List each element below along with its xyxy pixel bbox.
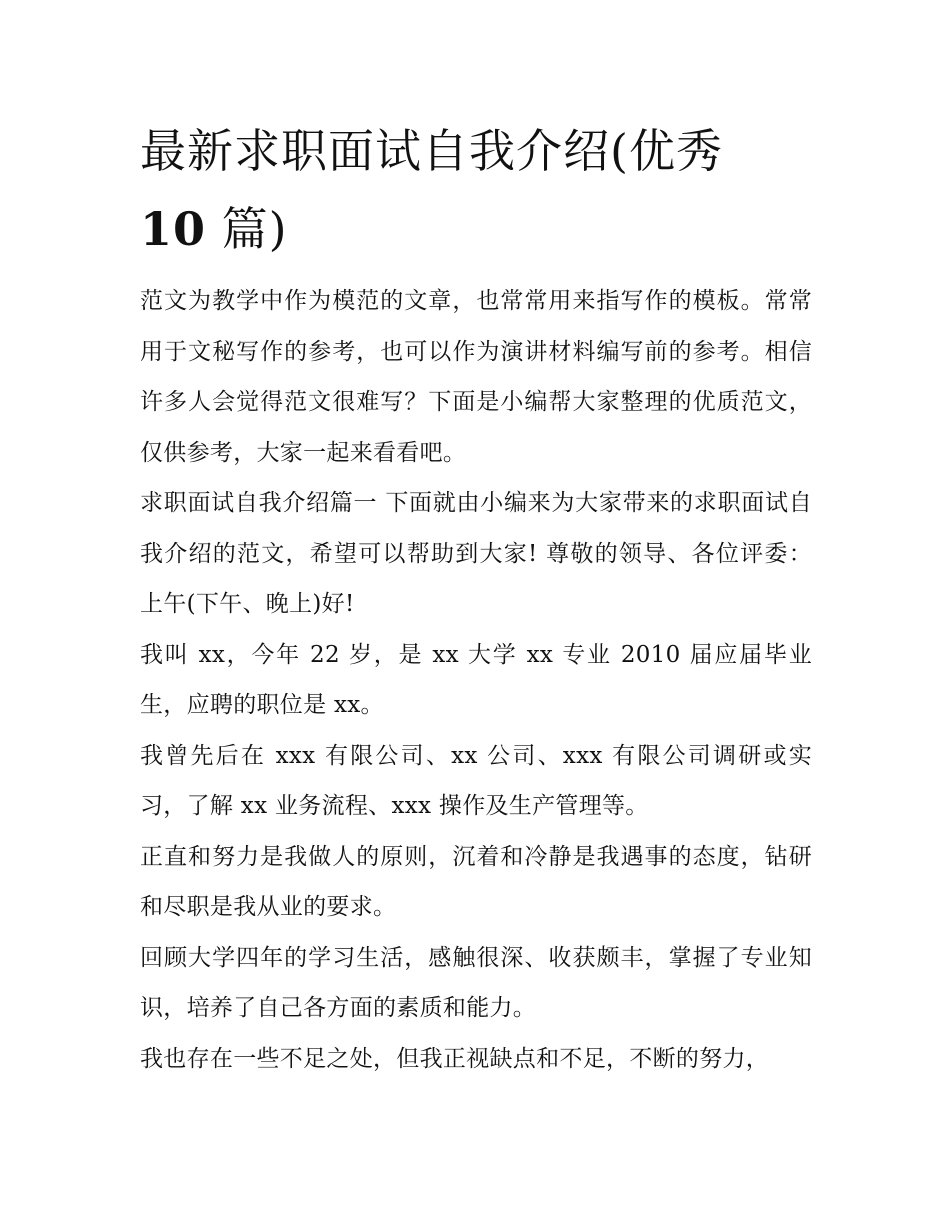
paragraph-name: 我叫 xx，今年 22 岁，是 xx 大学 xx 专业 2010 届应届毕业生，应聘的职位是 xx。: [140, 641, 812, 718]
paragraph-principles: 正直和努力是我做人的原则，沉着和冷静是我遇事的态度，钻研和尽职是我从业的要求。: [140, 843, 812, 920]
paragraph-shortcomings: 我也存在一些不足之处，但我正视缺点和不足，不断的努力，: [140, 1045, 770, 1072]
title-number: 10: [140, 202, 207, 256]
paragraph-greeting: 求职面试自我介绍篇一 下面就由小编来为大家带来的求职面试自我介绍的范文，希望可以帮助到大家! 尊敬的领导、各位评委： 上午(下午、晚上)好!: [140, 490, 812, 617]
document-title: [140, 112, 820, 268]
paragraph-intro: 范文为教学中作为模范的文章，也常常用来指写作的模板。常常用于文秘写作的参考，也可以作为演讲材料编写前的参考。相信许多人会觉得范文很难写？下面是小编帮大家整理的优质范文，仅供参考，大家一起来看看吧。: [140, 288, 812, 466]
paragraph-experience: 我曾先后在 xxx 有限公司、xx 公司、xxx 有限公司调研或实习，了解 xx 业务流程、xxx 操作及生产管理等。: [140, 742, 812, 819]
document-body: [140, 276, 812, 1084]
paragraph-university: 回顾大学四年的学习生活，感触很深、收获颇丰，掌握了专业知识，培养了自己各方面的素质和能力。: [140, 944, 812, 1021]
title-line-2: 篇): [221, 202, 288, 256]
title-line-1: 最新求职面试自我介绍(优秀: [140, 124, 723, 178]
